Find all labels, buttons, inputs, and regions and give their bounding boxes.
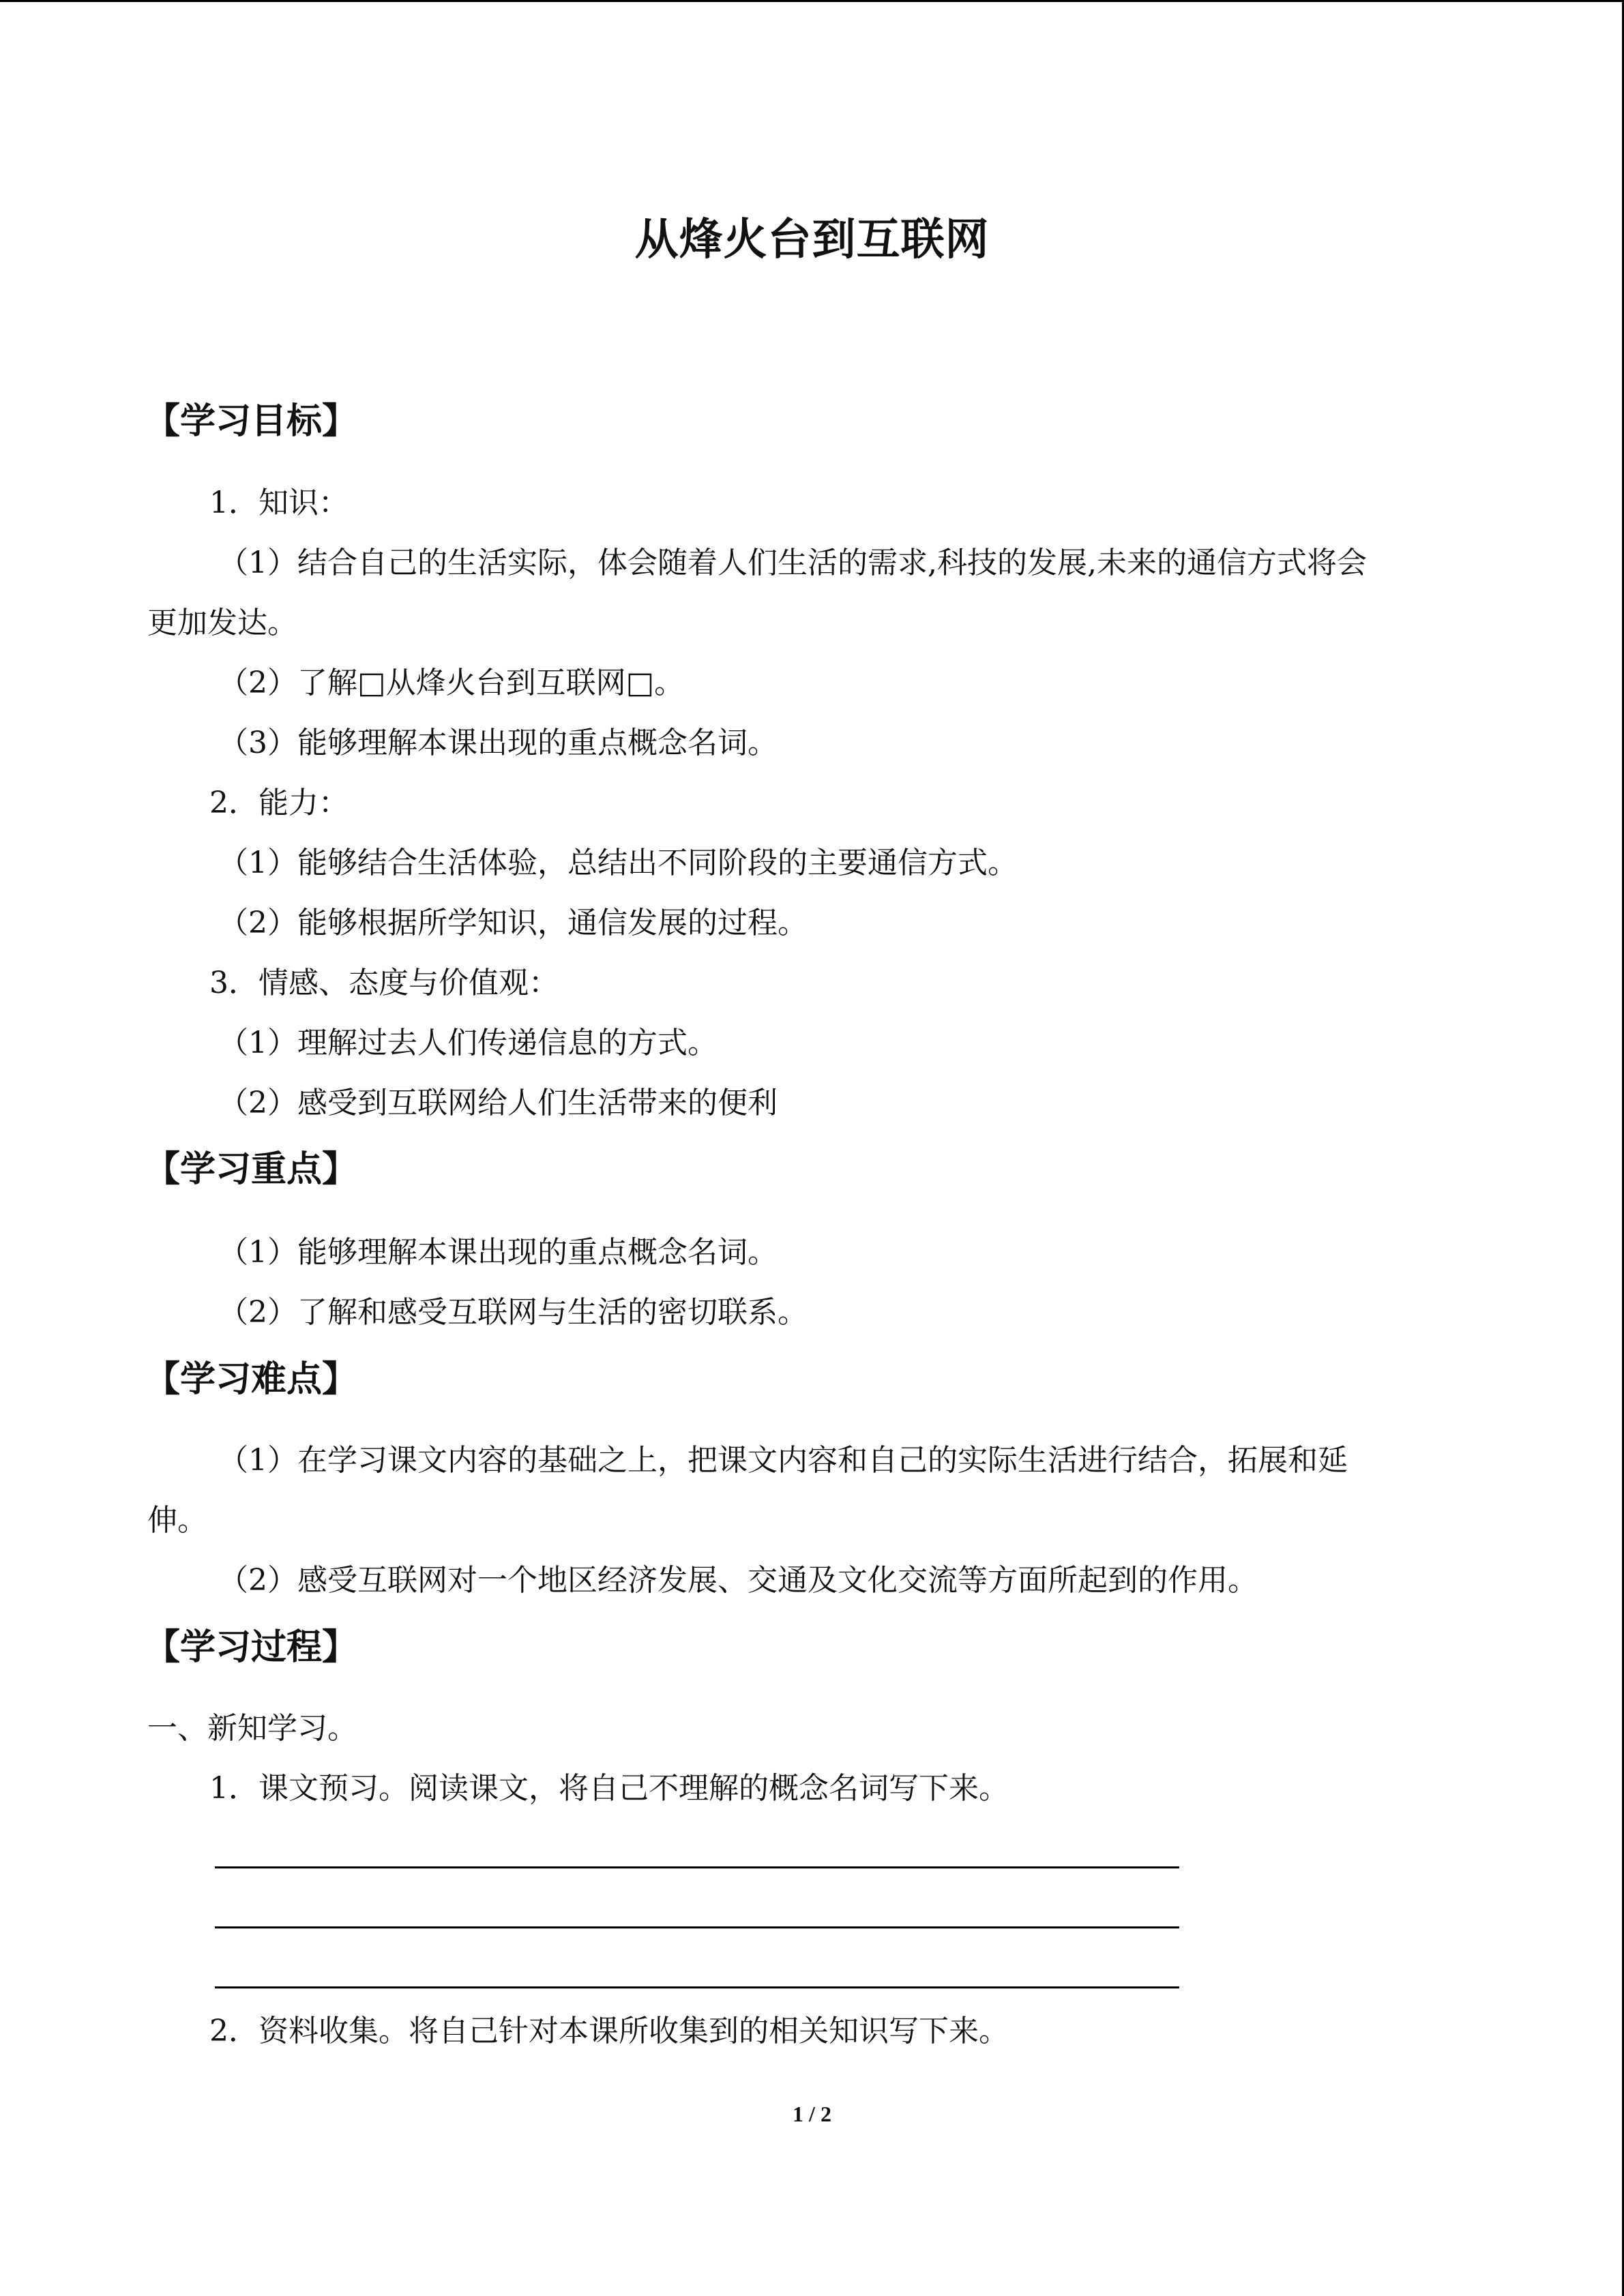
- difficulty-item: （2）感受互联网对一个地区经济发展、交通及文化交流等方面所起到的作用。: [218, 1563, 1258, 1598]
- answer-blank-line[interactable]: [215, 1986, 1179, 1988]
- difficulty-item-continued: 伸。: [147, 1503, 207, 1538]
- objective-item: （2）了解□从烽火台到互联网□。: [218, 666, 685, 700]
- objective-item: （3）能够理解本课出现的重点概念名词。: [218, 726, 778, 760]
- part-one-label: 一、新知学习。: [147, 1711, 357, 1746]
- objective-item: （1）理解过去人们传递信息的方式。: [218, 1026, 718, 1060]
- answer-blank-line[interactable]: [215, 1866, 1179, 1868]
- page-number: 1 / 2: [793, 2102, 831, 2126]
- objective-item-continued: 更加发达。: [147, 606, 297, 640]
- knowledge-label: 1．知识：: [209, 486, 349, 520]
- document-title: 从烽火台到互联网: [634, 215, 990, 265]
- objective-item: （1）能够结合生活体验，总结出不同阶段的主要通信方式。: [218, 846, 1018, 880]
- difficulty-item: （1）在学习课文内容的基础之上，把课文内容和自己的实际生活进行结合，拓展和延: [218, 1443, 1348, 1478]
- objective-item: （2）能够根据所学知识，通信发展的过程。: [218, 906, 808, 940]
- heading-key-points: 【学习重点】: [145, 1149, 358, 1190]
- objective-item: （1）结合自己的生活实际，体会随着人们生活的需求,科技的发展,未来的通信方式将会: [218, 546, 1367, 580]
- heading-objectives: 【学习目标】: [145, 401, 358, 442]
- key-point-item: （2）了解和感受互联网与生活的密切联系。: [218, 1295, 808, 1330]
- objective-item: （2）感受到互联网给人们生活带来的便利: [218, 1086, 778, 1120]
- ability-label: 2．能力：: [209, 786, 349, 820]
- task-two: 2．资料收集。将自己针对本课所收集到的相关知识写下来。: [209, 2014, 1009, 2048]
- page-top-border: [0, 0, 1624, 2]
- heading-difficulties: 【学习难点】: [145, 1359, 358, 1400]
- key-point-item: （1）能够理解本课出现的重点概念名词。: [218, 1235, 778, 1270]
- values-label: 3．情感、态度与价值观：: [209, 966, 559, 1000]
- heading-process: 【学习过程】: [145, 1627, 358, 1668]
- task-one: 1．课文预习。阅读课文，将自己不理解的概念名词写下来。: [209, 1771, 1009, 1806]
- answer-blank-line[interactable]: [215, 1926, 1179, 1928]
